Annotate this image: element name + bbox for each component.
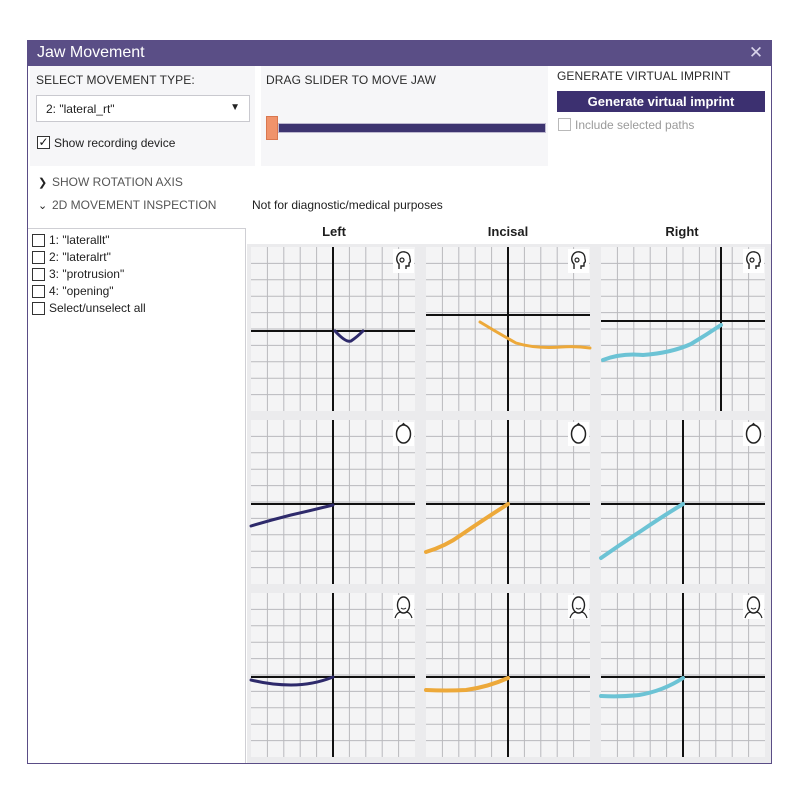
head-side-icon bbox=[393, 249, 414, 273]
plot-head-top-incisal bbox=[426, 420, 590, 584]
close-icon[interactable]: ✕ bbox=[748, 43, 764, 62]
include-paths-label: Include selected paths bbox=[575, 118, 695, 132]
head-front-icon bbox=[393, 595, 414, 619]
inspection-label: 2D MOVEMENT INSPECTION bbox=[52, 198, 217, 212]
movement-plots-svg bbox=[247, 244, 771, 763]
head-top-icon bbox=[393, 422, 414, 446]
path-label: 3: "protrusion" bbox=[49, 267, 125, 281]
head-side-icon bbox=[568, 249, 589, 273]
column-header-incisal: Incisal bbox=[487, 224, 529, 239]
plot-head-side-right bbox=[601, 247, 765, 411]
jaw-slider-thumb[interactable] bbox=[266, 116, 278, 140]
path-checkbox[interactable] bbox=[32, 285, 45, 298]
title-bar bbox=[28, 41, 771, 66]
select-all-checkbox[interactable] bbox=[32, 302, 45, 315]
disclaimer-text: Not for diagnostic/medical purposes bbox=[252, 198, 443, 212]
movement-type-label: SELECT MOVEMENT TYPE: bbox=[36, 73, 195, 87]
plot-head-top-right bbox=[601, 420, 765, 584]
path-label: 1: "laterallt" bbox=[49, 233, 110, 247]
slider-label: DRAG SLIDER TO MOVE JAW bbox=[266, 73, 437, 87]
chevron-down-icon: ▼ bbox=[230, 102, 240, 113]
path-label: 4: "opening" bbox=[49, 284, 114, 298]
movement-type-select[interactable] bbox=[36, 95, 250, 122]
path-checkbox[interactable] bbox=[32, 234, 45, 247]
head-top-icon bbox=[568, 422, 589, 446]
path-list bbox=[28, 228, 246, 763]
movement-plot-grid bbox=[247, 244, 771, 763]
head-front-icon bbox=[568, 595, 589, 619]
head-front-icon bbox=[743, 595, 764, 619]
column-header-right: Right bbox=[665, 224, 699, 239]
plot-head-side-left bbox=[251, 247, 415, 411]
jaw-slider-track[interactable] bbox=[278, 123, 546, 133]
window-title: Jaw Movement bbox=[37, 44, 145, 61]
path-checkbox[interactable] bbox=[32, 268, 45, 281]
plot-head-front-left bbox=[251, 593, 415, 757]
include-paths-checkbox[interactable] bbox=[558, 118, 571, 131]
show-device-checkbox[interactable]: ✓ bbox=[38, 135, 49, 149]
plot-head-front-incisal bbox=[426, 593, 590, 757]
plot-head-front-right bbox=[601, 593, 765, 757]
inspection-expander[interactable] bbox=[38, 198, 216, 212]
rotation-axis-label: SHOW ROTATION AXIS bbox=[52, 175, 183, 189]
plot-head-top-left bbox=[251, 420, 415, 584]
head-side-icon bbox=[743, 249, 764, 273]
head-top-icon bbox=[743, 422, 764, 446]
generate-imprint-button[interactable]: Generate virtual imprint bbox=[557, 91, 765, 112]
plot-head-side-incisal bbox=[426, 247, 590, 411]
jaw-movement-window bbox=[27, 40, 772, 764]
chevron-down-icon: ⌄ bbox=[38, 200, 48, 212]
column-header-left: Left bbox=[322, 224, 346, 239]
movement-type-value: 2: "lateral_rt" bbox=[46, 102, 115, 116]
show-device-label: Show recording device bbox=[54, 136, 176, 150]
imprint-label: GENERATE VIRTUAL IMPRINT bbox=[557, 69, 731, 83]
select-all-label: Select/unselect all bbox=[49, 301, 146, 315]
path-label: 2: "lateralrt" bbox=[49, 250, 111, 264]
chevron-right-icon: ❯ bbox=[38, 177, 48, 189]
path-checkbox[interactable] bbox=[32, 251, 45, 264]
rotation-axis-expander[interactable] bbox=[38, 175, 183, 189]
